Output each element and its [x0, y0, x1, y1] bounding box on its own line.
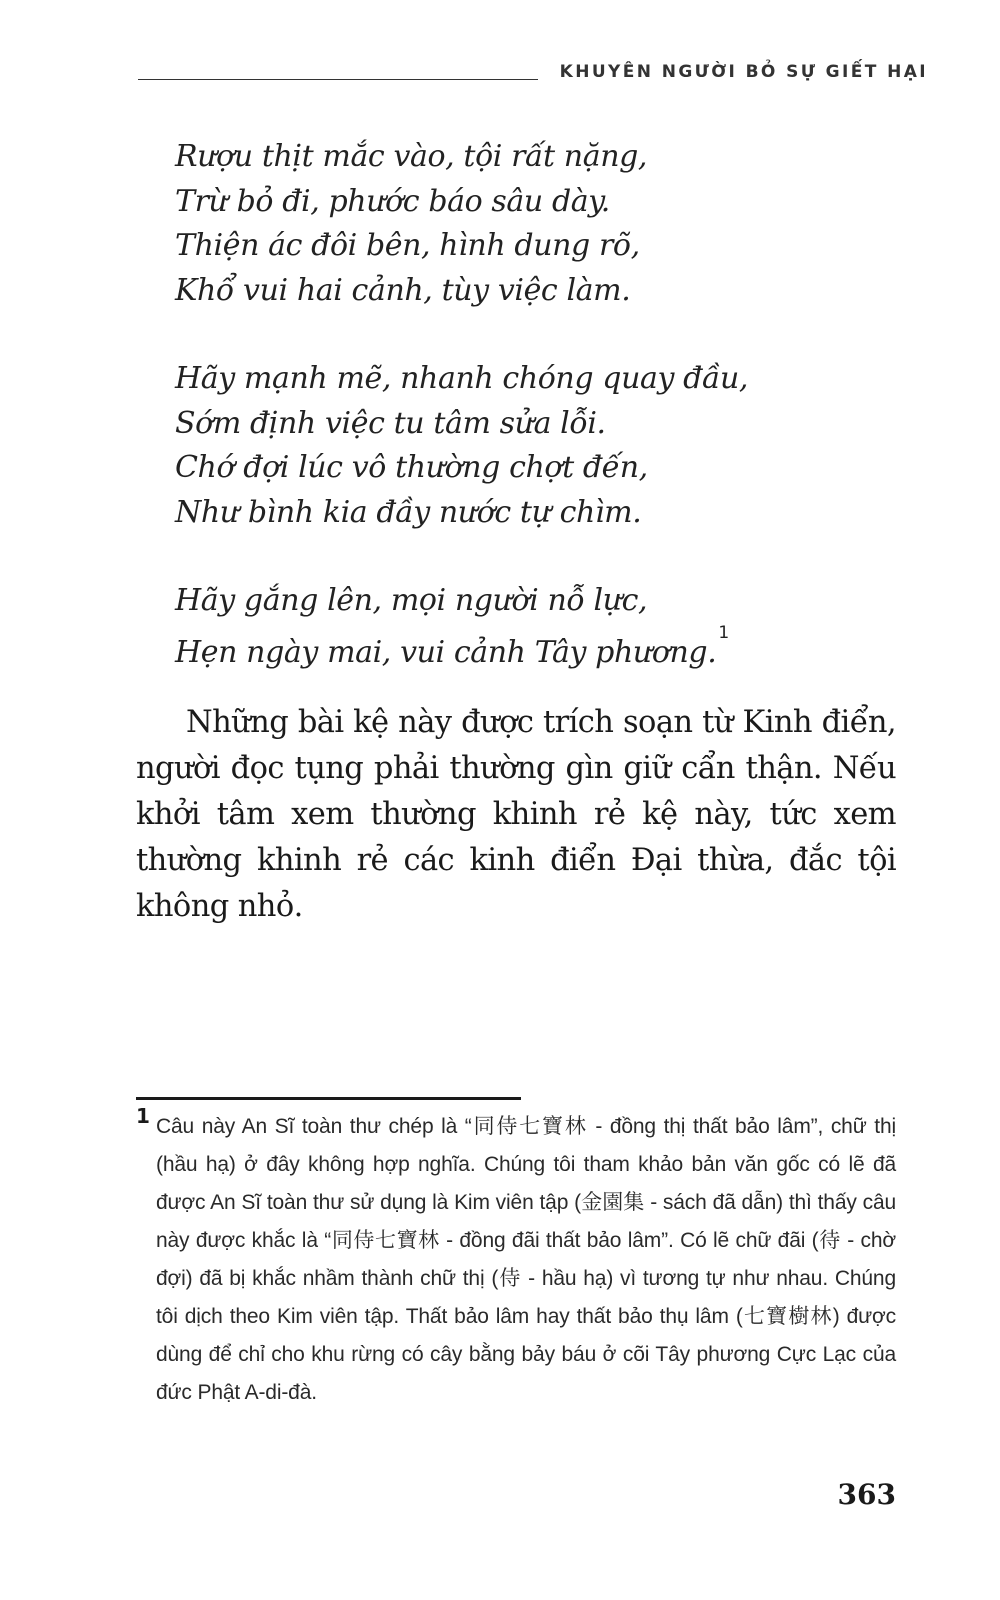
footnote-rule: [136, 1097, 521, 1100]
body-paragraph: Những bài kệ này được trích soạn từ Kinh điển, người đọc tụng phải thường gìn giữ cẩn thận. Nếu khởi tâm xem thường khinh rẻ kệ này, tức xem thường khinh rẻ các kinh điển Đại thừa, đắc tội không nhỏ.: [136, 705, 896, 924]
footnote-number: 1: [136, 1104, 150, 1128]
header-rule: [138, 79, 538, 80]
verse-line: Thiện ác đôi bên, hình dung rõ,: [175, 228, 640, 263]
verse-line: Hãy gắng lên, mọi người nỗ lực,: [175, 583, 648, 618]
verse-line: Hãy mạnh mẽ, nhanh chóng quay đầu,: [175, 361, 749, 396]
verse-line: Khổ vui hai cảnh, tùy việc làm.: [175, 272, 631, 308]
verse-line: Chớ đợi lúc vô thường chợt đến,: [175, 450, 648, 485]
verse: [175, 135, 895, 675]
verse-line: Như bình kia đầy nước tự chìm.: [175, 494, 642, 530]
footnote-text: Câu này An Sĩ toàn thư chép là “同侍七寶林 - đồng thị thất bảo lâm”, chữ thị (hầu hạ) ở đây không hợp nghĩa. Chúng tôi tham khảo bản văn gốc có lẽ đã được An Sĩ toàn thư sử dụng là Kim viên tập (金園集 - sách đã dẫn) thì thấy câu này được khắc là “同侍七寶林 - đồng đãi thất bảo lâm”. Có lẽ chữ đãi (待 - chờ đợi) đã bị khắc nhầm thành chữ thị (侍 - hầu hạ) vì tương tự như nhau. Chúng tôi dịch theo Kim viên tập. Thất bảo lâm hay thất bảo thụ lâm (七寶樹林) được dùng để chỉ cho khu rừng có cây bằng bảy báu ở cõi Tây phương Cực Lạc của đức Phật A-di-đà.: [156, 1115, 896, 1404]
footnote-reference[interactable]: 1: [718, 622, 729, 643]
footnote: [136, 1104, 896, 1412]
verse-line: Sớm định việc tu tâm sửa lỗi.: [175, 405, 606, 441]
stanza-3: [175, 579, 895, 675]
verse-line-text: Hẹn ngày mai, vui cảnh Tây phương.: [175, 634, 717, 670]
stanza-2: [175, 357, 895, 535]
stanza-1: [175, 135, 895, 313]
page-number: 363: [837, 1478, 896, 1511]
verse-line-with-footnote: [175, 624, 895, 676]
running-header: KHUYÊN NGƯỜI BỎ SỰ GIẾT HẠI: [559, 62, 928, 82]
verse-line: Rượu thịt mắc vào, tội rất nặng,: [175, 139, 648, 174]
verse-line: Trừ bỏ đi, phước báo sâu dày.: [175, 183, 610, 219]
